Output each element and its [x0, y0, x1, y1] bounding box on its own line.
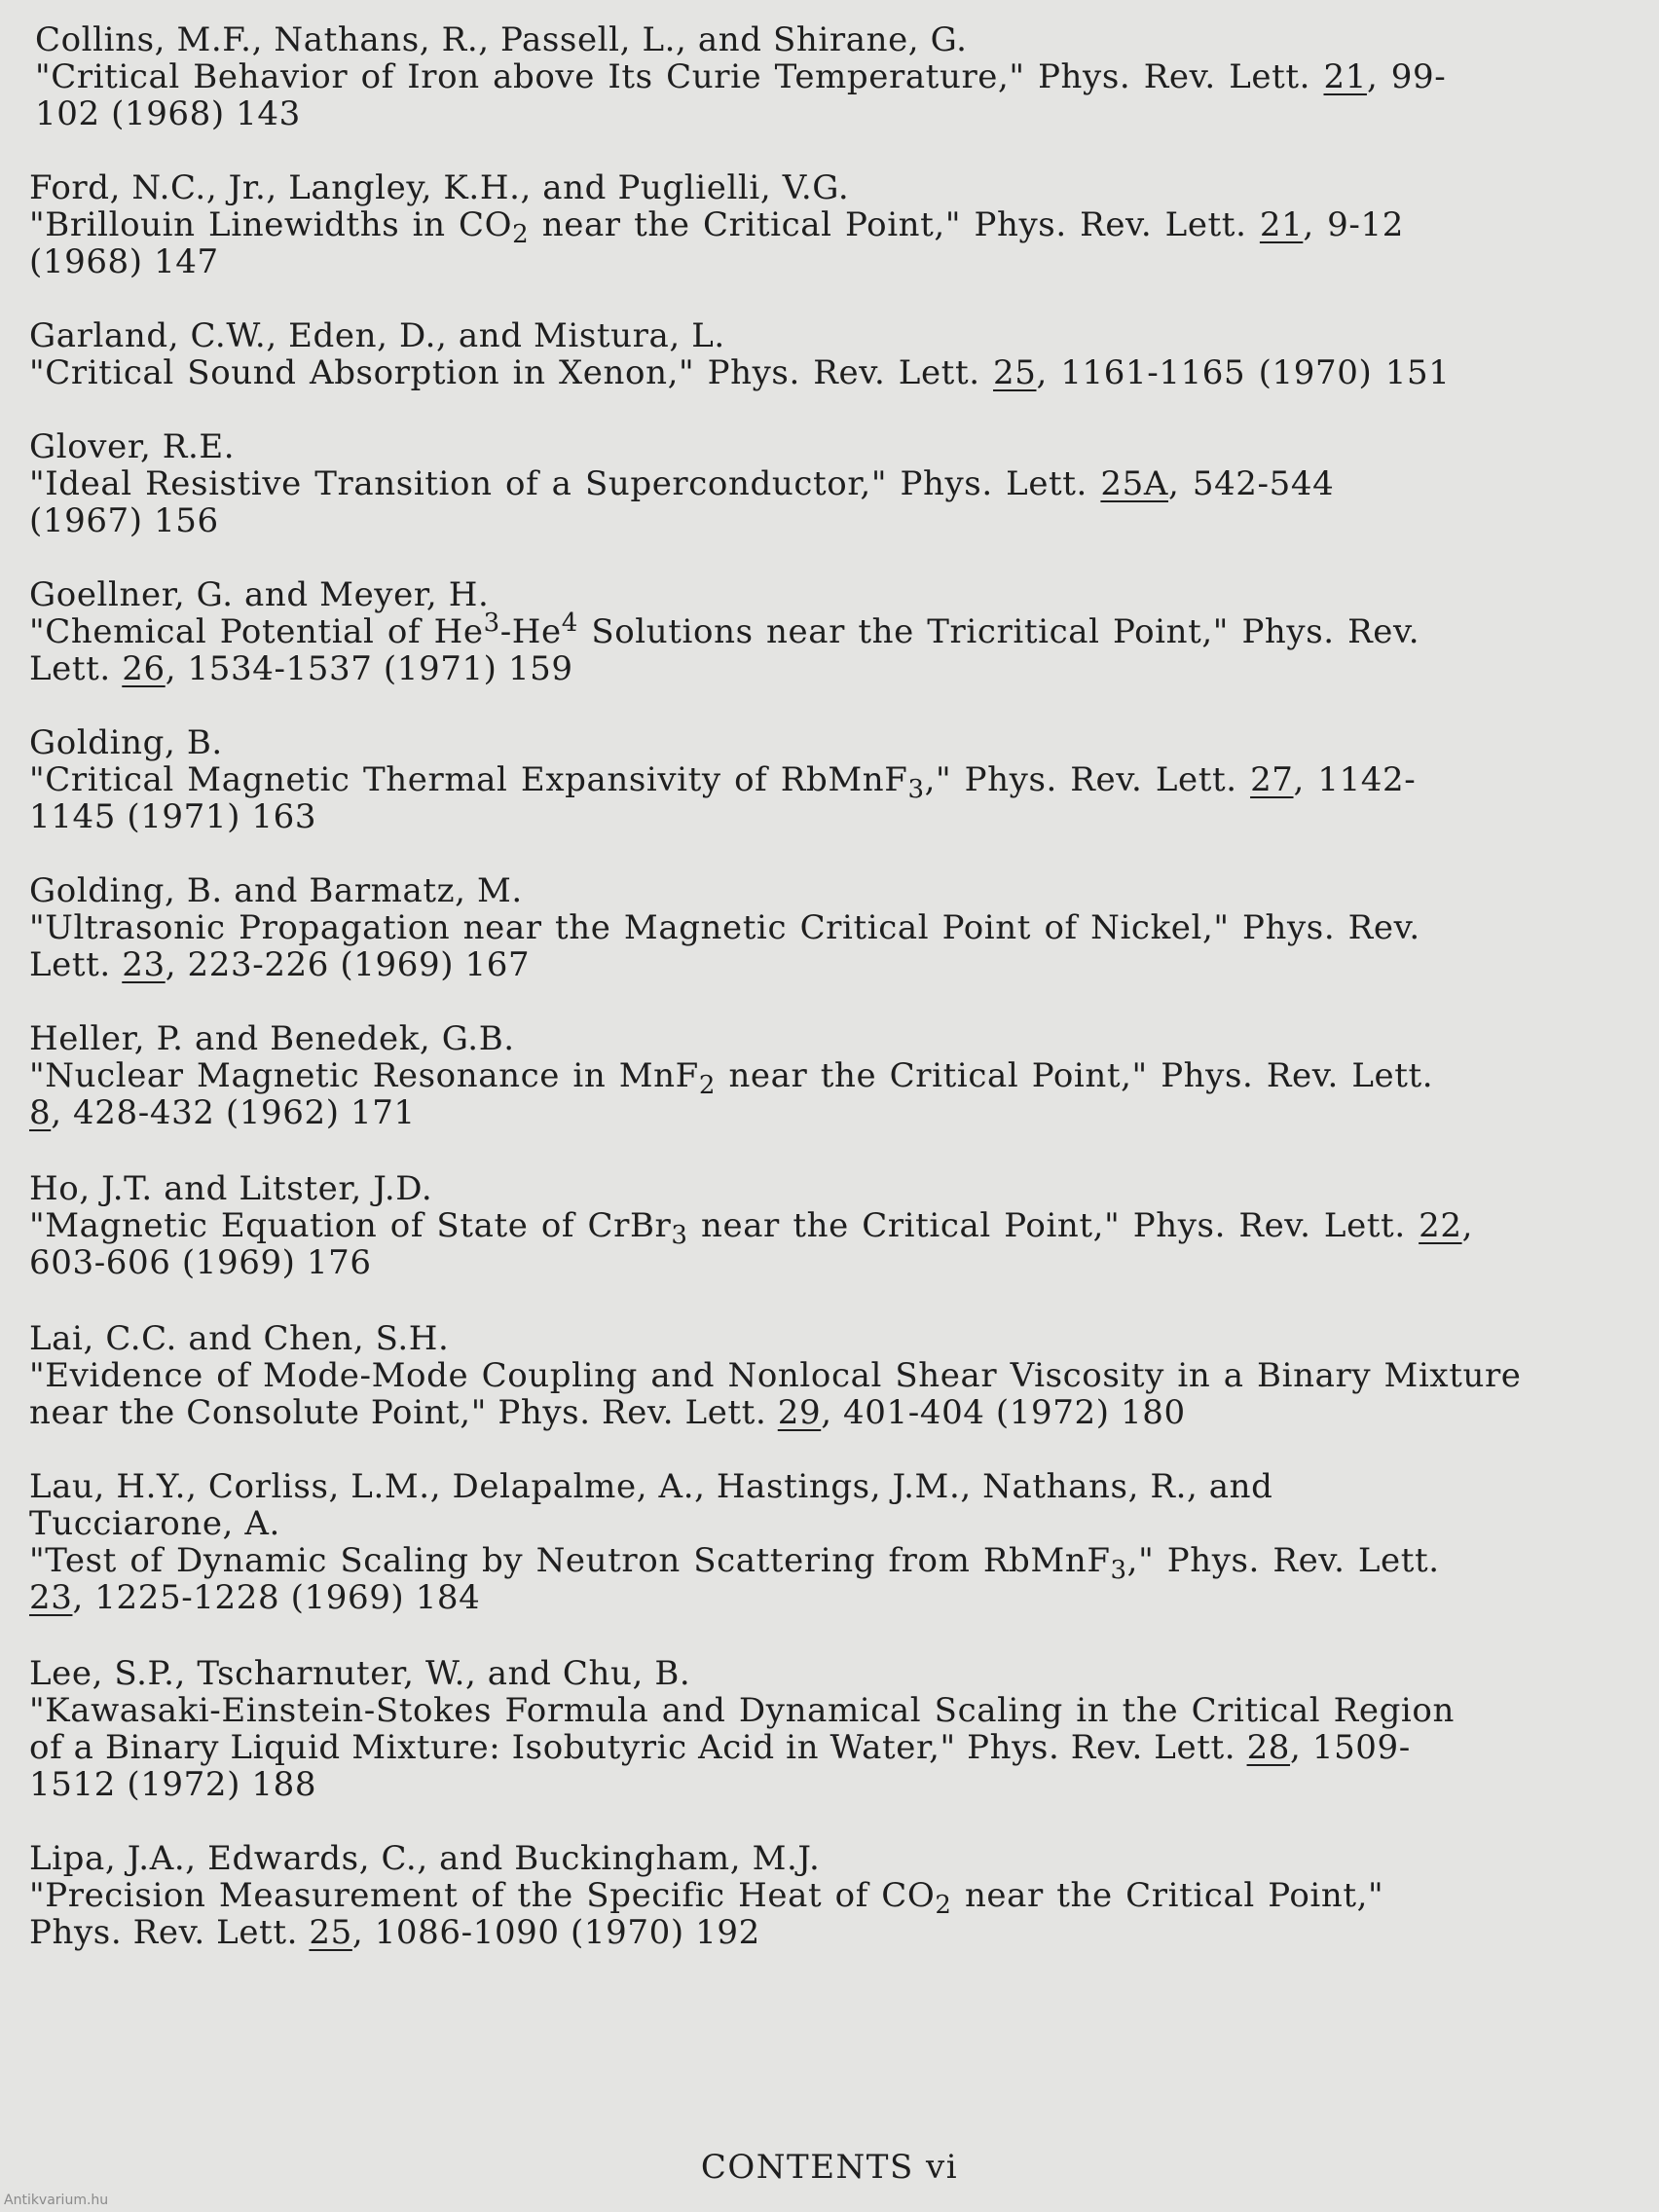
reference-pages-line: 1512 (1972) 188 — [29, 1765, 317, 1804]
reference-authors: Lee, S.P., Tscharnuter, W., and Chu, B. — [29, 1654, 691, 1693]
volume-number: 25A — [1100, 464, 1169, 503]
reference-pages-line: 1145 (1971) 163 — [29, 797, 317, 836]
volume-number: 28 — [1246, 1728, 1291, 1767]
reference-pages-line: 23, 1225-1228 (1969) 184 — [29, 1578, 481, 1617]
volume-number: 21 — [1259, 205, 1304, 244]
page-footer: CONTENTS vi — [700, 2148, 959, 2187]
reference-authors: Heller, P. and Benedek, G.B. — [29, 1019, 515, 1058]
reference-entry-ho — [29, 1170, 1636, 1281]
reference-authors: Golding, B. and Barmatz, M. — [29, 871, 523, 910]
volume-number: 25 — [993, 353, 1037, 392]
reference-entry-lau — [29, 1468, 1636, 1616]
reference-authors: Collins, M.F., Nathans, R., Passell, L., and Shirane, G. — [35, 20, 968, 59]
volume-number: 21 — [1323, 57, 1367, 96]
volume-number: 25 — [309, 1913, 352, 1952]
reference-pages-line: 102 (1968) 143 — [35, 94, 301, 133]
reference-title-line-continued: of a Binary Liquid Mixture: Isobutyric Acid in Water," Phys. Rev. Lett. 28, 1509- — [29, 1728, 1411, 1767]
reference-entry-lee — [29, 1655, 1636, 1803]
reference-pages-line: Lett. 23, 223-226 (1969) 167 — [29, 945, 531, 984]
reference-entry-heller — [29, 1020, 1636, 1131]
reference-authors: Glover, R.E. — [29, 427, 236, 466]
volume-number: 23 — [122, 945, 166, 984]
volume-number: 27 — [1250, 760, 1294, 799]
reference-title-line: "Magnetic Equation of State of CrBr$_3$ near the Critical Point," Phys. Rev. Lett. 22, — [29, 1206, 1474, 1250]
reference-authors: Golding, B. — [29, 723, 223, 762]
reference-authors: Garland, C.W., Eden, D., and Mistura, L. — [29, 316, 725, 355]
reference-entry-lai — [29, 1320, 1636, 1431]
reference-authors: Lai, C.C. and Chen, S.H. — [29, 1319, 450, 1358]
reference-authors: Ho, J.T. and Litster, J.D. — [29, 1169, 433, 1208]
reference-pages-line: Phys. Rev. Lett. 25, 1086-1090 (1970) 192 — [29, 1913, 760, 1952]
reference-title-line: "Test of Dynamic Scaling by Neutron Scattering from RbMnF$_3$," Phys. Rev. Lett. — [29, 1541, 1440, 1585]
reference-pages-line: (1967) 156 — [29, 501, 219, 540]
volume-number: 26 — [122, 649, 166, 688]
reference-entry-golding-barmatz — [29, 872, 1636, 983]
volume-number: 8 — [29, 1093, 52, 1132]
reference-entry-ford — [29, 169, 1636, 280]
volume-number: 22 — [1419, 1206, 1462, 1245]
reference-title-line: "Brillouin Linewidths in $CO_2$ near the Critical Point," Phys. Rev. Lett. 21, 9-12 — [29, 205, 1404, 249]
reference-authors: Goellner, G. and Meyer, H. — [29, 575, 490, 614]
reference-entry-golding — [29, 724, 1636, 835]
reference-entry-garland — [29, 317, 1636, 391]
watermark: Antikvarium.hu — [4, 2193, 109, 2208]
reference-authors: Lau, H.Y., Corliss, L.M., Delapalme, A., Hastings, J.M., Nathans, R., and — [29, 1467, 1273, 1506]
reference-pages-line: 603-606 (1969) 176 — [29, 1243, 372, 1282]
reference-title-line: "Precision Measurement of the Specific Heat of $CO_2$ near the Critical Point," — [29, 1876, 1384, 1920]
reference-title-line: "Chemical Potential of He$^3$-He$^4$ Solutions near the Tricritical Point," Phys. Rev. — [29, 608, 1420, 651]
reference-authors: Lipa, J.A., Edwards, C., and Buckingham, M.J. — [29, 1839, 821, 1878]
reference-pages-line: (1968) 147 — [29, 242, 219, 281]
reference-title-line: "Critical Sound Absorption in Xenon," Phys. Rev. Lett. 25, 1161-1165 (1970) 151 — [29, 353, 1451, 392]
reference-title-line: "Ultrasonic Propagation near the Magnetic Critical Point of Nickel," Phys. Rev. — [29, 908, 1420, 947]
reference-title-line: "Nuclear Magnetic Resonance in MnF$_2$ near the Critical Point," Phys. Rev. Lett. — [29, 1056, 1434, 1100]
reference-entry-goellner — [29, 576, 1636, 687]
reference-authors: Ford, N.C., Jr., Langley, K.H., and Puglielli, V.G. — [29, 168, 850, 207]
reference-authors-continued: Tucciarone, A. — [29, 1504, 280, 1543]
volume-number: 29 — [777, 1393, 822, 1432]
reference-title-line: "Ideal Resistive Transition of a Superconductor," Phys. Lett. 25A, 542-544 — [29, 464, 1335, 503]
reference-title-line: "Critical Behavior of Iron above Its Curie Temperature," Phys. Rev. Lett. 21, 99- — [35, 57, 1447, 96]
reference-pages-line: 8, 428-432 (1962) 171 — [29, 1093, 416, 1132]
volume-number: 23 — [29, 1578, 73, 1617]
reference-pages-line: Lett. 26, 1534-1537 (1971) 159 — [29, 649, 573, 688]
reference-title-line: "Critical Magnetic Thermal Expansivity of RbMnF$_3$," Phys. Rev. Lett. 27, 1142- — [29, 760, 1417, 804]
reference-title-line: "Evidence of Mode-Mode Coupling and Nonlocal Shear Viscosity in a Binary Mixture — [29, 1356, 1522, 1395]
reference-entry-collins — [35, 21, 1641, 132]
reference-entry-lipa — [29, 1840, 1636, 1951]
reference-entry-glover — [29, 428, 1636, 539]
reference-title-line: "Kawasaki-Einstein-Stokes Formula and Dynamical Scaling in the Critical Region — [29, 1691, 1455, 1730]
reference-pages-line: near the Consolute Point," Phys. Rev. Lett. 29, 401-404 (1972) 180 — [29, 1393, 1186, 1432]
